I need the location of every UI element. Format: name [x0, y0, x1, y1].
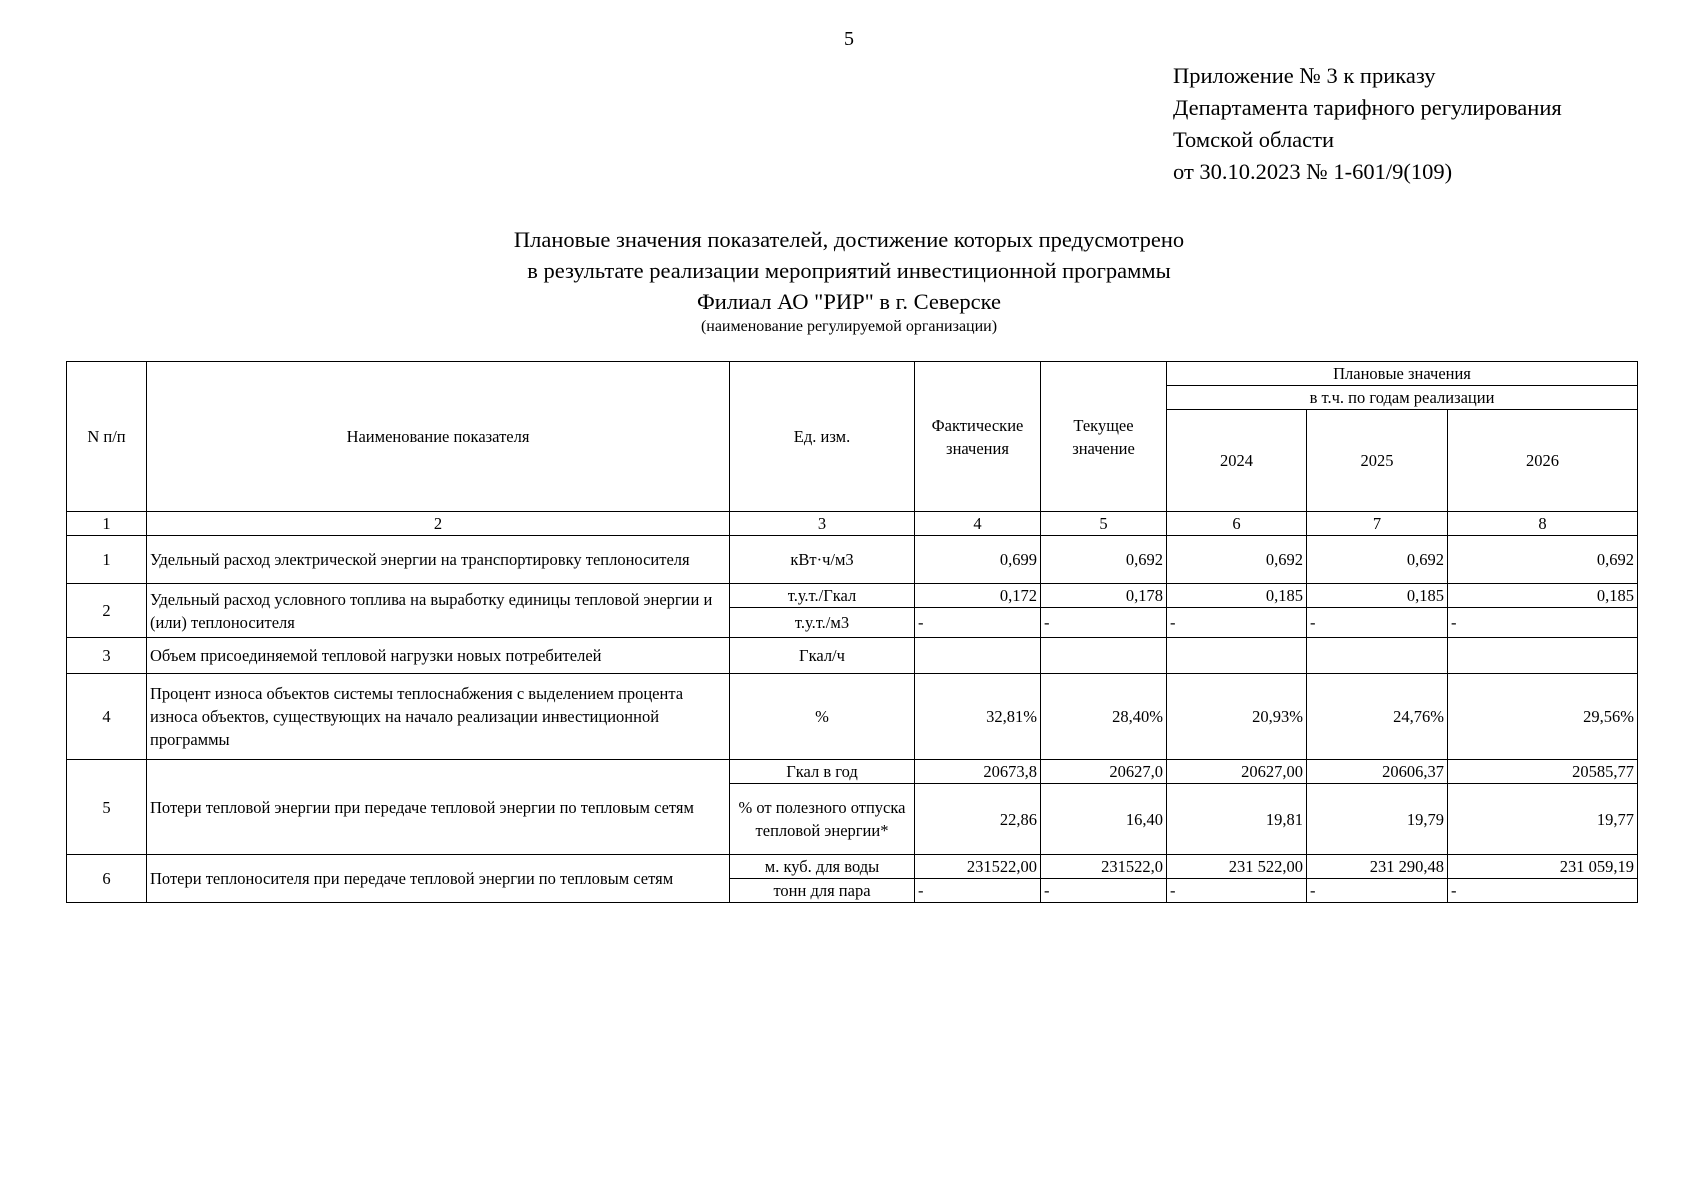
header-num: N п/п: [67, 362, 147, 512]
value-cell: 20673,8: [915, 760, 1041, 784]
table-row: [67, 674, 1638, 760]
value-cell: 0,172: [915, 584, 1041, 608]
value-cell: 20627,0: [1041, 760, 1167, 784]
value-cell: [1307, 638, 1448, 674]
title-line: в результате реализации мероприятий инвестиционной программы: [527, 258, 1171, 283]
value-cell: 231522,00: [915, 855, 1041, 879]
column-number: 3: [730, 512, 915, 536]
unit-cell: тонн для пара: [730, 879, 915, 903]
column-number: 5: [1041, 512, 1167, 536]
value-cell: 24,76%: [1307, 674, 1448, 760]
page-number: 5: [844, 28, 854, 50]
unit-cell: %: [730, 674, 915, 760]
value-cell: -: [1448, 608, 1638, 638]
unit-cell: м. куб. для воды: [730, 855, 915, 879]
column-number: 1: [67, 512, 147, 536]
value-cell: -: [1307, 608, 1448, 638]
value-cell: 231 290,48: [1307, 855, 1448, 879]
value-cell: -: [1041, 879, 1167, 903]
value-cell: 0,692: [1307, 536, 1448, 584]
unit-cell: кВт·ч/м3: [730, 536, 915, 584]
appendix-reference: [1173, 60, 1562, 188]
table-row: [67, 760, 1638, 784]
indicator-name: Удельный расход условного топлива на выработку единицы тепловой энергии и (или) теплоносителя: [147, 584, 730, 638]
value-cell: [1041, 638, 1167, 674]
value-cell: 19,77: [1448, 784, 1638, 855]
column-number: 7: [1307, 512, 1448, 536]
column-number: 2: [147, 512, 730, 536]
value-cell: 0,692: [1167, 536, 1307, 584]
value-cell: 0,178: [1041, 584, 1167, 608]
header-year: 2024: [1167, 410, 1307, 512]
appendix-line: от 30.10.2023 № 1-601/9(109): [1173, 159, 1453, 184]
value-cell: [1448, 638, 1638, 674]
header-unit: Ед. изм.: [730, 362, 915, 512]
value-cell: 231522,0: [1041, 855, 1167, 879]
value-cell: 20606,37: [1307, 760, 1448, 784]
indicator-name: Потери тепловой энергии при передаче тепловой энергии по тепловым сетям: [147, 760, 730, 855]
row-number: 2: [67, 584, 147, 638]
header-actual: Фактические значения: [915, 362, 1041, 512]
value-cell: 22,86: [915, 784, 1041, 855]
row-number: 3: [67, 638, 147, 674]
unit-cell: т.у.т./Гкал: [730, 584, 915, 608]
value-cell: 231 522,00: [1167, 855, 1307, 879]
row-number: 4: [67, 674, 147, 760]
header-current: Текущее значение: [1041, 362, 1167, 512]
value-cell: -: [1167, 879, 1307, 903]
value-cell: -: [915, 608, 1041, 638]
unit-cell: т.у.т./м3: [730, 608, 915, 638]
value-cell: [915, 638, 1041, 674]
indicator-name: Объем присоединяемой тепловой нагрузки новых потребителей: [147, 638, 730, 674]
value-cell: 19,79: [1307, 784, 1448, 855]
value-cell: -: [1307, 879, 1448, 903]
value-cell: -: [1448, 879, 1638, 903]
value-cell: 0,692: [1448, 536, 1638, 584]
header-row: [67, 362, 1638, 386]
value-cell: 20627,00: [1167, 760, 1307, 784]
header-year: 2025: [1307, 410, 1448, 512]
column-number: 6: [1167, 512, 1307, 536]
header-name: Наименование показателя: [147, 362, 730, 512]
appendix-line: Томской области: [1173, 127, 1335, 152]
header-year: 2026: [1448, 410, 1638, 512]
unit-cell: Гкал в год: [730, 760, 915, 784]
title-line: Плановые значения показателей, достижение которых предусмотрено: [513, 227, 1185, 252]
value-cell: 0,699: [915, 536, 1041, 584]
row-number: 1: [67, 536, 147, 584]
organization-name: Филиал АО "РИР" в г. Северске: [697, 289, 1001, 314]
table-row: [67, 584, 1638, 608]
value-cell: 28,40%: [1041, 674, 1167, 760]
indicator-name: Потери теплоносителя при передаче тепловой энергии по тепловым сетям: [147, 855, 730, 903]
row-number: 6: [67, 855, 147, 903]
value-cell: -: [1041, 608, 1167, 638]
value-cell: 20585,77: [1448, 760, 1638, 784]
header-planned: Плановые значения: [1167, 362, 1638, 386]
column-number-row: [67, 512, 1638, 536]
value-cell: 0,185: [1448, 584, 1638, 608]
header-by-years: в т.ч. по годам реализации: [1167, 386, 1638, 410]
appendix-line: Департамента тарифного регулирования: [1173, 95, 1562, 120]
document-title: [0, 224, 1698, 337]
unit-cell: Гкал/ч: [730, 638, 915, 674]
table-row: [67, 855, 1638, 879]
value-cell: -: [915, 879, 1041, 903]
value-cell: [1167, 638, 1307, 674]
appendix-line: Приложение № 3 к приказу: [1173, 63, 1436, 88]
value-cell: 231 059,19: [1448, 855, 1638, 879]
column-number: 4: [915, 512, 1041, 536]
indicator-name: Удельный расход электрической энергии на транспортировку теплоносителя: [147, 536, 730, 584]
value-cell: 16,40: [1041, 784, 1167, 855]
table-row: [67, 536, 1638, 584]
indicator-name: Процент износа объектов системы теплоснабжения с выделением процента износа объектов, существующих на начало реализации инвестиционной программы: [147, 674, 730, 760]
value-cell: 0,185: [1307, 584, 1448, 608]
column-number: 8: [1448, 512, 1638, 536]
value-cell: 0,692: [1041, 536, 1167, 584]
unit-cell: % от полезного отпуска тепловой энергии*: [730, 784, 915, 855]
organization-note: (наименование регулируемой организации): [700, 318, 998, 335]
value-cell: 20,93%: [1167, 674, 1307, 760]
value-cell: -: [1167, 608, 1307, 638]
value-cell: 19,81: [1167, 784, 1307, 855]
row-number: 5: [67, 760, 147, 855]
indicators-table: [66, 361, 1638, 903]
table-row: [67, 638, 1638, 674]
value-cell: 32,81%: [915, 674, 1041, 760]
value-cell: 0,185: [1167, 584, 1307, 608]
value-cell: 29,56%: [1448, 674, 1638, 760]
